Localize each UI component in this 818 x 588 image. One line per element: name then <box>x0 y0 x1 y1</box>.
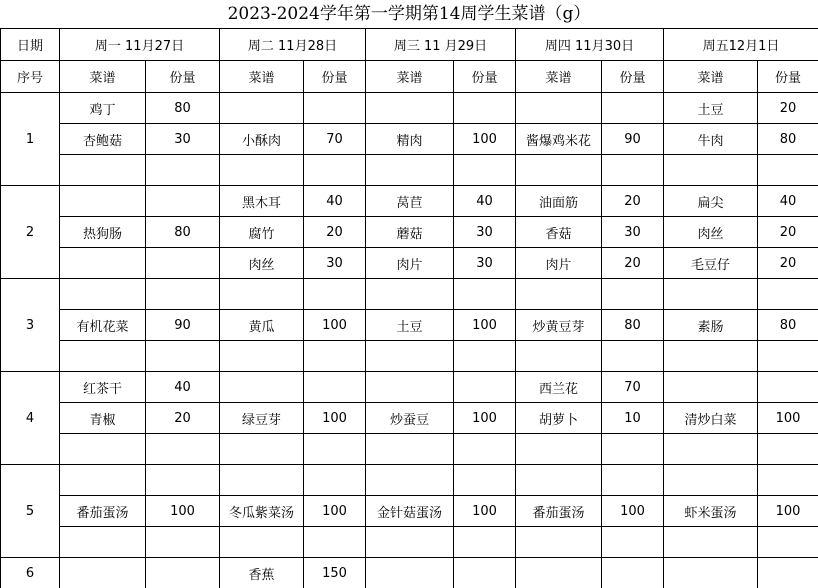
dish-name <box>516 93 602 124</box>
dish-name <box>60 558 146 588</box>
table-row <box>1 372 818 403</box>
amount-header: 份量 <box>146 61 220 93</box>
dish-amount: 20 <box>758 217 818 248</box>
day-header-tue: 周二 11月28日 <box>220 29 366 61</box>
dish-name <box>220 93 304 124</box>
row-index: 2 <box>1 186 60 279</box>
dish-amount <box>454 341 516 372</box>
date-label: 日期 <box>1 29 60 61</box>
dish-name: 番茄蛋汤 <box>516 496 602 527</box>
dish-amount <box>146 155 220 186</box>
dish-amount <box>454 558 516 588</box>
dish-amount: 100 <box>454 496 516 527</box>
dish-amount: 80 <box>146 93 220 124</box>
dish-name <box>366 93 454 124</box>
dish-amount: 100 <box>454 403 516 434</box>
dish-amount: 30 <box>304 248 366 279</box>
dish-amount: 150 <box>304 558 366 588</box>
dish-name <box>664 341 758 372</box>
dish-amount <box>758 558 818 588</box>
dish-amount: 70 <box>602 372 664 403</box>
table-row <box>1 434 818 465</box>
dish-amount: 80 <box>758 124 818 155</box>
amount-header: 份量 <box>758 61 818 93</box>
dish-name <box>664 434 758 465</box>
dish-amount: 20 <box>602 186 664 217</box>
dish-amount <box>454 155 516 186</box>
dish-amount: 10 <box>602 403 664 434</box>
column-header-row <box>1 61 818 93</box>
dish-name: 青椒 <box>60 403 146 434</box>
dish-name: 精肉 <box>366 124 454 155</box>
dish-amount <box>146 248 220 279</box>
dish-amount: 90 <box>602 124 664 155</box>
dish-amount <box>602 279 664 310</box>
dish-name: 香菇 <box>516 217 602 248</box>
dish-name: 素肠 <box>664 310 758 341</box>
dish-name: 肉片 <box>516 248 602 279</box>
dish-name: 肉片 <box>366 248 454 279</box>
dish-amount <box>758 341 818 372</box>
row-index: 3 <box>1 279 60 372</box>
dish-name <box>366 434 454 465</box>
dish-name <box>664 527 758 558</box>
dish-amount <box>602 434 664 465</box>
dish-amount <box>146 465 220 496</box>
row-index: 4 <box>1 372 60 465</box>
dish-amount <box>602 527 664 558</box>
dish-amount <box>304 527 366 558</box>
dish-name <box>220 372 304 403</box>
dish-name <box>516 155 602 186</box>
dish-name <box>366 279 454 310</box>
dish-amount <box>454 279 516 310</box>
dish-name <box>366 527 454 558</box>
dish-amount <box>304 279 366 310</box>
dish-amount <box>454 434 516 465</box>
dish-name: 鸡丁 <box>60 93 146 124</box>
dish-amount <box>758 279 818 310</box>
dish-name <box>366 372 454 403</box>
dish-name: 清炒白菜 <box>664 403 758 434</box>
dish-amount: 20 <box>146 403 220 434</box>
dish-name: 有机花菜 <box>60 310 146 341</box>
dish-amount <box>454 527 516 558</box>
dish-name <box>516 279 602 310</box>
dish-amount: 40 <box>146 372 220 403</box>
dish-name <box>60 465 146 496</box>
table-row <box>1 124 818 155</box>
dish-amount: 30 <box>454 248 516 279</box>
dish-name: 黑木耳 <box>220 186 304 217</box>
dish-name <box>60 186 146 217</box>
dish-amount: 100 <box>602 496 664 527</box>
dish-amount: 30 <box>602 217 664 248</box>
dish-name: 肉丝 <box>220 248 304 279</box>
dish-name: 土豆 <box>664 93 758 124</box>
dish-name <box>220 341 304 372</box>
table-row <box>1 279 818 310</box>
menu-header: 菜谱 <box>664 61 758 93</box>
dish-name: 油面筋 <box>516 186 602 217</box>
table-row <box>1 217 818 248</box>
amount-header: 份量 <box>602 61 664 93</box>
dish-name <box>60 155 146 186</box>
dish-name: 蘑菇 <box>366 217 454 248</box>
dish-name: 热狗肠 <box>60 217 146 248</box>
menu-header: 菜谱 <box>220 61 304 93</box>
dish-amount: 20 <box>304 217 366 248</box>
dish-name: 土豆 <box>366 310 454 341</box>
dish-amount <box>146 434 220 465</box>
dish-name <box>220 434 304 465</box>
dish-amount <box>602 465 664 496</box>
table-row <box>1 248 818 279</box>
dish-amount: 100 <box>304 496 366 527</box>
dish-name: 黄瓜 <box>220 310 304 341</box>
dish-name: 红茶干 <box>60 372 146 403</box>
dish-name <box>664 372 758 403</box>
dish-amount: 20 <box>602 248 664 279</box>
dish-name <box>516 527 602 558</box>
day-header-thu: 周四 11月30日 <box>516 29 664 61</box>
day-header-wed: 周三 11 月29日 <box>366 29 516 61</box>
dish-name <box>60 527 146 558</box>
dish-name: 炒黄豆芽 <box>516 310 602 341</box>
dish-name <box>664 465 758 496</box>
dish-name: 番茄蛋汤 <box>60 496 146 527</box>
table-row <box>1 93 818 124</box>
dish-amount: 30 <box>454 217 516 248</box>
dish-amount <box>304 155 366 186</box>
amount-header: 份量 <box>454 61 516 93</box>
dish-amount: 30 <box>146 124 220 155</box>
table-row <box>1 403 818 434</box>
dish-name: 胡萝卜 <box>516 403 602 434</box>
dish-amount <box>304 434 366 465</box>
dish-amount: 100 <box>454 310 516 341</box>
dish-name: 牛肉 <box>664 124 758 155</box>
dish-amount <box>602 93 664 124</box>
menu-header: 菜谱 <box>516 61 602 93</box>
dish-amount: 100 <box>304 310 366 341</box>
menu-header: 菜谱 <box>60 61 146 93</box>
dish-amount: 40 <box>454 186 516 217</box>
dish-name <box>366 155 454 186</box>
dish-amount <box>758 527 818 558</box>
dish-name <box>664 558 758 588</box>
dish-name: 西兰花 <box>516 372 602 403</box>
dish-amount: 80 <box>602 310 664 341</box>
dish-amount: 100 <box>304 403 366 434</box>
dish-name <box>366 558 454 588</box>
dish-name <box>60 279 146 310</box>
dish-amount: 100 <box>758 403 818 434</box>
dish-name <box>664 155 758 186</box>
dish-amount <box>146 341 220 372</box>
dish-name: 冬瓜紫菜汤 <box>220 496 304 527</box>
dish-name <box>516 558 602 588</box>
menu-table <box>0 28 818 588</box>
dish-amount <box>304 372 366 403</box>
dish-name: 毛豆仔 <box>664 248 758 279</box>
dish-name: 莴苣 <box>366 186 454 217</box>
dish-name: 酱爆鸡米花 <box>516 124 602 155</box>
dish-amount <box>758 372 818 403</box>
dish-name <box>60 341 146 372</box>
dish-amount <box>758 155 818 186</box>
dish-name: 炒蚕豆 <box>366 403 454 434</box>
index-label: 序号 <box>1 61 60 93</box>
row-index: 5 <box>1 465 60 558</box>
dish-amount: 100 <box>758 496 818 527</box>
dish-name: 小酥肉 <box>220 124 304 155</box>
table-row <box>1 527 818 558</box>
dish-amount: 80 <box>758 310 818 341</box>
row-index: 1 <box>1 93 60 186</box>
dish-amount <box>454 465 516 496</box>
dish-name: 金针菇蛋汤 <box>366 496 454 527</box>
dish-amount: 80 <box>146 217 220 248</box>
dish-name: 扁尖 <box>664 186 758 217</box>
dish-name <box>220 465 304 496</box>
dish-amount: 40 <box>758 186 818 217</box>
table-row <box>1 155 818 186</box>
dish-name: 绿豆芽 <box>220 403 304 434</box>
dish-name: 腐竹 <box>220 217 304 248</box>
dish-amount: 20 <box>758 93 818 124</box>
row-index: 6 <box>1 558 60 588</box>
page-title: 2023-2024学年第一学期第14周学生菜谱（g） <box>0 0 818 28</box>
dish-amount <box>602 155 664 186</box>
dish-amount: 40 <box>304 186 366 217</box>
amount-header: 份量 <box>304 61 366 93</box>
dish-amount <box>146 279 220 310</box>
dish-name <box>60 434 146 465</box>
day-header-mon: 周一 11月27日 <box>60 29 220 61</box>
table-row <box>1 558 818 588</box>
dish-name <box>664 279 758 310</box>
dish-name <box>220 527 304 558</box>
table-row <box>1 186 818 217</box>
dish-name: 肉丝 <box>664 217 758 248</box>
table-row <box>1 341 818 372</box>
table-row <box>1 496 818 527</box>
dish-name: 虾米蛋汤 <box>664 496 758 527</box>
dish-amount <box>146 558 220 588</box>
dish-amount <box>454 93 516 124</box>
dish-name <box>60 248 146 279</box>
date-header-row <box>1 29 818 61</box>
table-row <box>1 465 818 496</box>
dish-name <box>220 279 304 310</box>
dish-name <box>220 155 304 186</box>
dish-amount <box>454 372 516 403</box>
dish-amount <box>602 558 664 588</box>
dish-amount: 20 <box>758 248 818 279</box>
dish-name <box>516 341 602 372</box>
table-row <box>1 310 818 341</box>
dish-amount: 90 <box>146 310 220 341</box>
dish-amount <box>758 465 818 496</box>
dish-name: 香蕉 <box>220 558 304 588</box>
day-header-fri: 周五12月1日 <box>664 29 818 61</box>
dish-amount <box>146 527 220 558</box>
dish-amount <box>758 434 818 465</box>
dish-name <box>366 341 454 372</box>
dish-amount: 100 <box>146 496 220 527</box>
dish-name <box>516 465 602 496</box>
dish-amount <box>602 341 664 372</box>
dish-amount <box>304 341 366 372</box>
dish-amount: 100 <box>454 124 516 155</box>
menu-header: 菜谱 <box>366 61 454 93</box>
dish-amount <box>304 93 366 124</box>
dish-amount <box>304 465 366 496</box>
dish-name: 杏鲍菇 <box>60 124 146 155</box>
dish-amount <box>146 186 220 217</box>
dish-name <box>366 465 454 496</box>
dish-name <box>516 434 602 465</box>
dish-amount: 70 <box>304 124 366 155</box>
